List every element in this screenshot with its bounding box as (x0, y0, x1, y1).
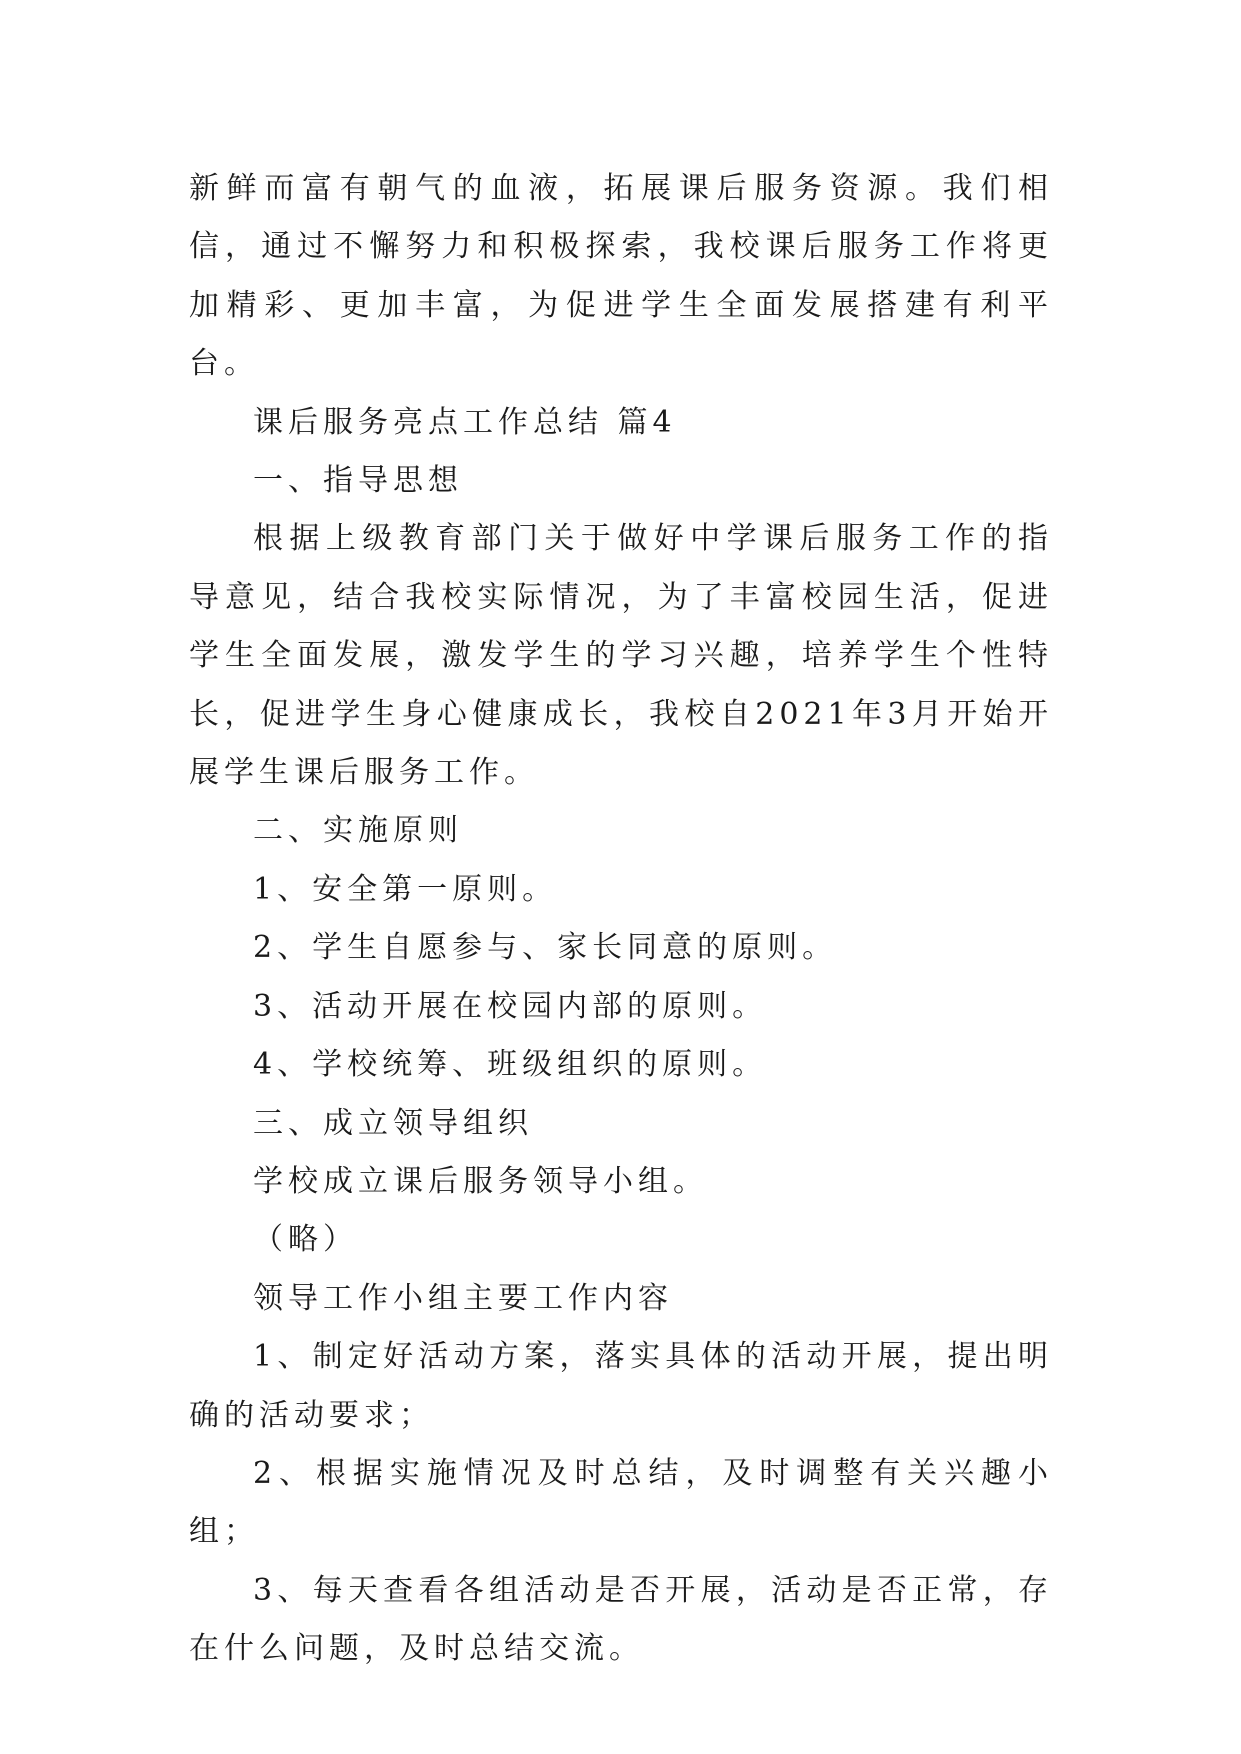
paragraph-leadership: 学校成立课后服务领导小组。 (253, 1163, 708, 1199)
paragraph-guiding-ideology: 根据上级教育部门关于做好中学课后服务工作的指导意见，结合我校实际情况，为了丰富校园生活，促进学生全面发展，激发学生的学习兴趣，培养学生个性特长，促进学生身心健康成长，我校自2021年3月开始开展学生课后服务工作。 (189, 521, 1053, 791)
work-item: 1、制定好活动方案，落实具体的活动开展，提出明确的活动要求； (189, 1339, 1053, 1433)
paragraph-continuation: 新鲜而富有朝气的血液，拓展课后服务资源。我们相信，通过不懈努力和积极探索，我校课后服务工作将更加精彩、更加丰富，为促进学生全面发展搭建有利平台。 (189, 171, 1053, 382)
principle-item: 3、活动开展在校园内部的原则。 (253, 988, 768, 1024)
principle-item: 2、学生自愿参与、家长同意的原则。 (253, 930, 838, 966)
document-body (189, 160, 1053, 1679)
heading-leadership: 三、成立领导组织 (253, 1105, 533, 1141)
heading-principles: 二、实施原则 (253, 813, 463, 849)
principle-item: 1、安全第一原则。 (253, 871, 558, 907)
work-item: 3、每天查看各组活动是否开展，活动是否正常，存在什么问题，及时总结交流。 (189, 1572, 1053, 1667)
paragraph-omitted: （略） (253, 1222, 358, 1258)
heading-work-content: 领导工作小组主要工作内容 (253, 1280, 673, 1316)
work-item: 2、根据实施情况及时总结，及时调整有关兴趣小组； (189, 1455, 1053, 1550)
principle-item: 4、学校统筹、班级组织的原则。 (253, 1047, 768, 1083)
heading-guiding-ideology: 一、指导思想 (253, 463, 463, 499)
section-title: 课后服务亮点工作总结 篇4 (253, 404, 677, 440)
